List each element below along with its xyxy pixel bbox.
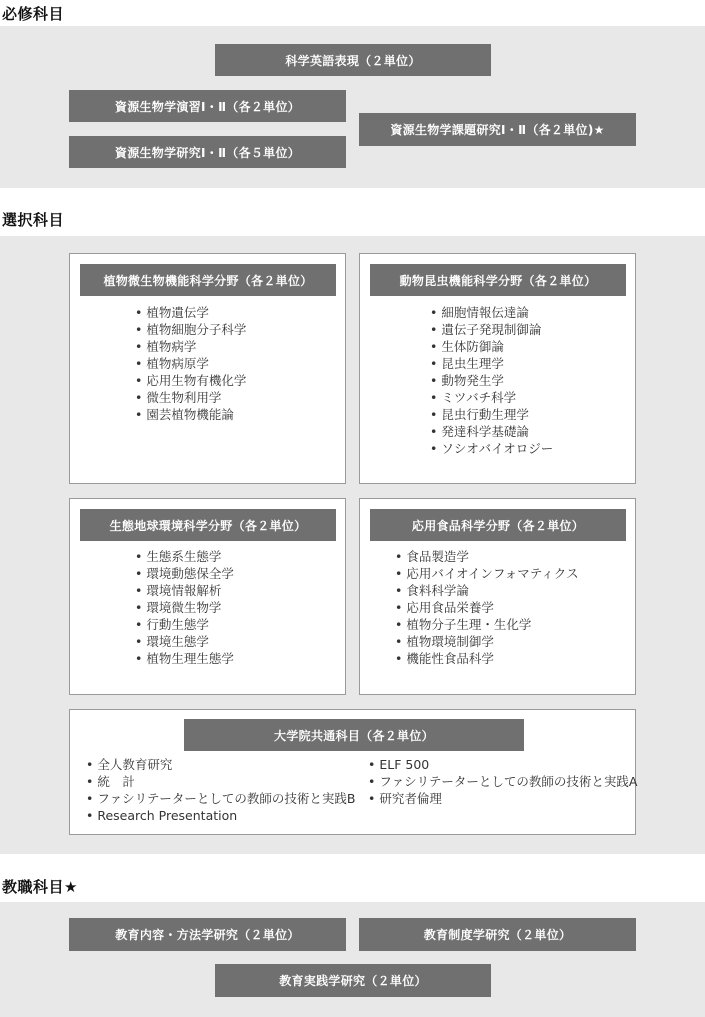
field-animal-list	[430, 304, 553, 457]
course-science-english: 科学英語表現（２単位）	[215, 44, 491, 76]
list-item: • Research Presentation	[86, 807, 355, 824]
field-food-list	[395, 548, 579, 667]
teaching-band	[0, 902, 705, 1017]
list-item: • 細胞情報伝達論	[430, 304, 553, 321]
list-item: • 応用生物有機化学	[135, 372, 246, 389]
common-courses-list-left	[86, 756, 355, 824]
list-item: • 植物分子生理・生化学	[395, 616, 579, 633]
list-item: • ミツバチ科学	[430, 389, 553, 406]
elective-band	[0, 236, 705, 854]
list-item: • 植物病学	[135, 338, 246, 355]
common-courses-list-right	[368, 756, 637, 807]
list-item: • 園芸植物機能論	[135, 406, 246, 423]
list-item: • 植物細胞分子科学	[135, 321, 246, 338]
list-item: • 環境微生物学	[135, 599, 234, 616]
field-plant-title: 植物微生物機能科学分野（各２単位）	[80, 264, 336, 296]
course-exercise: 資源生物学演習Ⅰ・Ⅱ（各２単位）	[69, 90, 346, 122]
field-animal-box	[359, 253, 636, 484]
list-item: • 行動生態学	[135, 616, 234, 633]
field-eco-title: 生態地球環境科学分野（各２単位）	[80, 509, 336, 541]
list-item: • 植物生理生態学	[135, 650, 234, 667]
list-item: • 生態系生態学	[135, 548, 234, 565]
list-item: • 食料科学論	[395, 582, 579, 599]
field-plant-box	[69, 253, 346, 484]
list-item: • 統 計	[86, 773, 355, 790]
list-item: • 機能性食品科学	[395, 650, 579, 667]
required-band	[0, 26, 705, 188]
list-item: • 応用バイオインフォマティクス	[395, 565, 579, 582]
course-research: 資源生物学研究Ⅰ・Ⅱ（各５単位）	[69, 136, 346, 168]
list-item: • ELF 500	[368, 756, 637, 773]
list-item: • 環境動態保全学	[135, 565, 234, 582]
list-item: • 研究者倫理	[368, 790, 637, 807]
list-item: • ファシリテーターとしての教師の技術と実践B	[86, 790, 355, 807]
list-item: • 微生物利用学	[135, 389, 246, 406]
list-item: • 植物遺伝学	[135, 304, 246, 321]
list-item: • 昆虫生理学	[430, 355, 553, 372]
required-heading: 必修科目	[2, 5, 65, 23]
field-animal-title: 動物昆虫機能科学分野（各２単位）	[370, 264, 626, 296]
list-item: • 動物発生学	[430, 372, 553, 389]
list-item: • 遺伝子発現制御論	[430, 321, 553, 338]
field-eco-box	[69, 498, 346, 695]
list-item: • ファシリテーターとしての教師の技術と実践A	[368, 773, 637, 790]
list-item: • 生体防御論	[430, 338, 553, 355]
course-education-practice: 教育実践学研究（２単位）	[215, 964, 491, 997]
field-food-title: 応用食品科学分野（各２単位）	[370, 509, 626, 541]
course-education-content: 教育内容・方法学研究（２単位）	[69, 918, 346, 951]
course-education-system: 教育制度学研究（２単位）	[359, 918, 636, 951]
list-item: • 応用食品栄養学	[395, 599, 579, 616]
list-item: • 植物環境制御学	[395, 633, 579, 650]
list-item: • ソシオバイオロジー	[430, 440, 553, 457]
list-item: • 植物病原学	[135, 355, 246, 372]
elective-heading: 選択科目	[2, 211, 65, 229]
list-item: • 環境生態学	[135, 633, 234, 650]
list-item: • 全人教育研究	[86, 756, 355, 773]
field-eco-list	[135, 548, 234, 667]
list-item: • 環境情報解析	[135, 582, 234, 599]
field-food-box	[359, 498, 636, 695]
common-courses-box	[69, 709, 636, 835]
list-item: • 食品製造学	[395, 548, 579, 565]
field-plant-list	[135, 304, 246, 423]
list-item: • 昆虫行動生理学	[430, 406, 553, 423]
common-courses-title: 大学院共通科目（各２単位）	[184, 719, 524, 751]
course-project-research: 資源生物学課題研究Ⅰ・Ⅱ（各２単位)★	[359, 113, 636, 146]
teaching-heading: 教職科目★	[2, 878, 78, 896]
list-item: • 発達科学基礎論	[430, 423, 553, 440]
